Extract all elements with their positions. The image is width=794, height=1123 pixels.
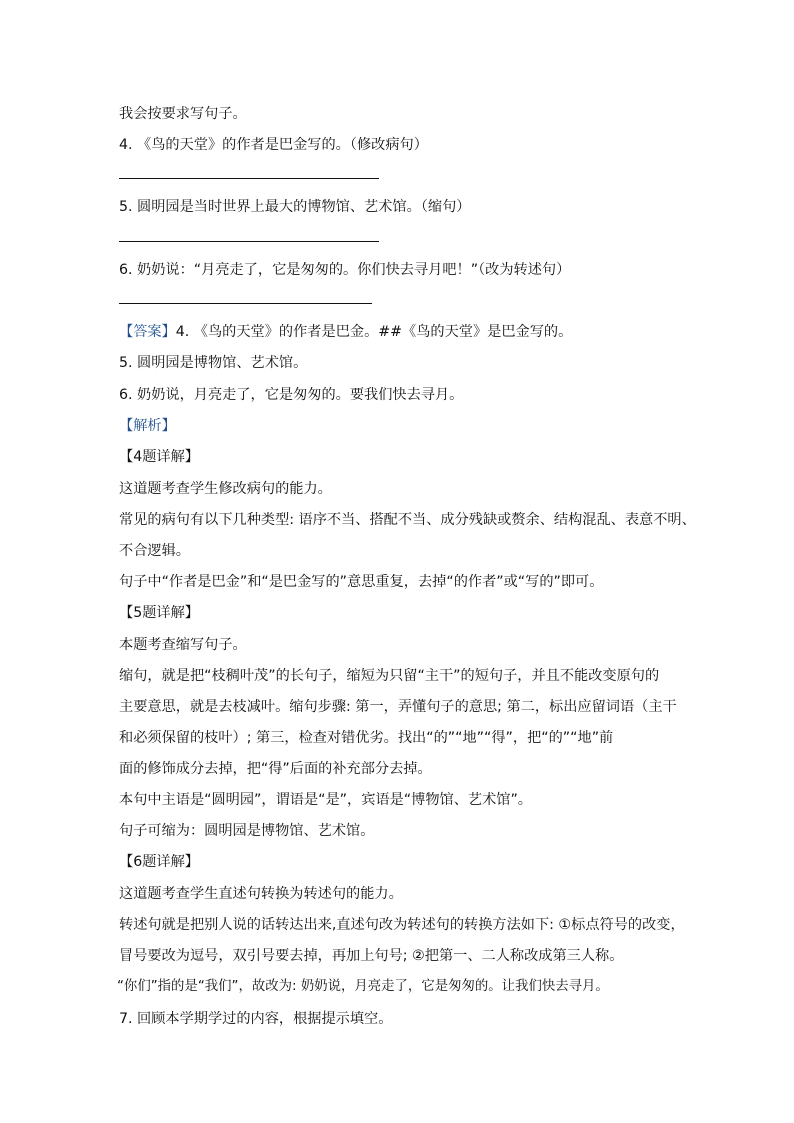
answer-heading: 【答案】 xyxy=(119,324,176,340)
detail-5-line-6: 本句中主语是“圆明园”，谓语是“是”，宾语是“博物馆、艺术馆”。 xyxy=(119,792,532,808)
analysis-heading: 【解析】 xyxy=(119,418,176,434)
detail-4-line-4: 句子中“作者是巴金”和“是巴金写的”意思重复，去掉“的作者”或“写的”即可。 xyxy=(119,574,604,590)
detail-5-line-1: 本题考查缩写句子。 xyxy=(119,637,247,653)
detail-6-line-2: 转述句就是把别人说的话转达出来,直述句改为转述句的转换方法如下: ①标点符号的改变， xyxy=(119,917,685,933)
detail-5-line-7: 句子可缩为：圆明园是博物馆、艺术馆。 xyxy=(119,823,375,839)
detail-4-line-1: 这道题考查学生修改病句的能力。 xyxy=(119,481,332,497)
detail-6-line-3: 冒号要改为逗号，双引号要去掉，再加上句号; ②把第一、二人称改成第三人称。 xyxy=(119,948,624,964)
question-7: 7. 回顾本学期学过的内容，根据提示填空。 xyxy=(119,1011,393,1027)
answer-blank-4 xyxy=(119,178,379,179)
section-intro: 我会按要求写句子。 xyxy=(119,106,247,122)
question-5: 5. 圆明园是当时世界上最大的博物馆、艺术馆。（缩句） xyxy=(119,199,471,215)
detail-6-line-4: “你们”指的是“我们”，故改为: 奶奶说，月亮走了，它是匆匆的。让我们快去寻月。 xyxy=(117,979,609,994)
detail-4-line-2: 常见的病句有以下几种类型: 语序不当、搭配不当、成分残缺或赘余、结构混乱、表意不明、 xyxy=(119,512,696,528)
detail-4-line-3: 不合逻辑。 xyxy=(119,543,190,559)
answer-blank-6 xyxy=(119,303,372,304)
question-4: 4. 《鸟的天堂》的作者是巴金写的。（修改病句） xyxy=(119,137,428,153)
detail-5-line-2: 缩句，就是把“枝稠叶茂”的长句子，缩短为只留“主干”的短句子，并且不能改变原句的 xyxy=(119,668,660,684)
answer-6: 6. 奶奶说，月亮走了，它是匆匆的。要我们快去寻月。 xyxy=(119,387,464,403)
answer-line-4 xyxy=(119,322,572,342)
detail-6-line-1: 这道题考查学生直述句转换为转述句的能力。 xyxy=(119,886,403,902)
detail-5-line-4: 和必须保留的枝叶）; 第三，检查对错优劣。找出“的”“地”“得”，把“的”“地”前 xyxy=(119,730,614,746)
answer-5: 5. 圆明园是博物馆、艺术馆。 xyxy=(119,355,308,371)
answer-blank-5 xyxy=(119,241,379,242)
detail-heading-5: 【5题详解】 xyxy=(119,605,199,621)
question-6: 6. 奶奶说：“月亮走了，它是匆匆的。你们快去寻月吧！”（改为转述句） xyxy=(119,262,571,278)
detail-heading-6: 【6题详解】 xyxy=(119,854,199,870)
detail-5-line-5: 面的修饰成分去掉，把“得”后面的补充部分去掉。 xyxy=(119,761,432,777)
detail-heading-4: 【4题详解】 xyxy=(119,449,199,465)
detail-5-line-3: 主要意思，就是去枝减叶。缩句步骤: 第一，弄懂句子的意思; 第二，标出应留词语（主干 xyxy=(119,699,677,715)
answer-4-text: 4. 《鸟的天堂》的作者是巴金。##《鸟的天堂》是巴金写的。 xyxy=(175,324,573,340)
